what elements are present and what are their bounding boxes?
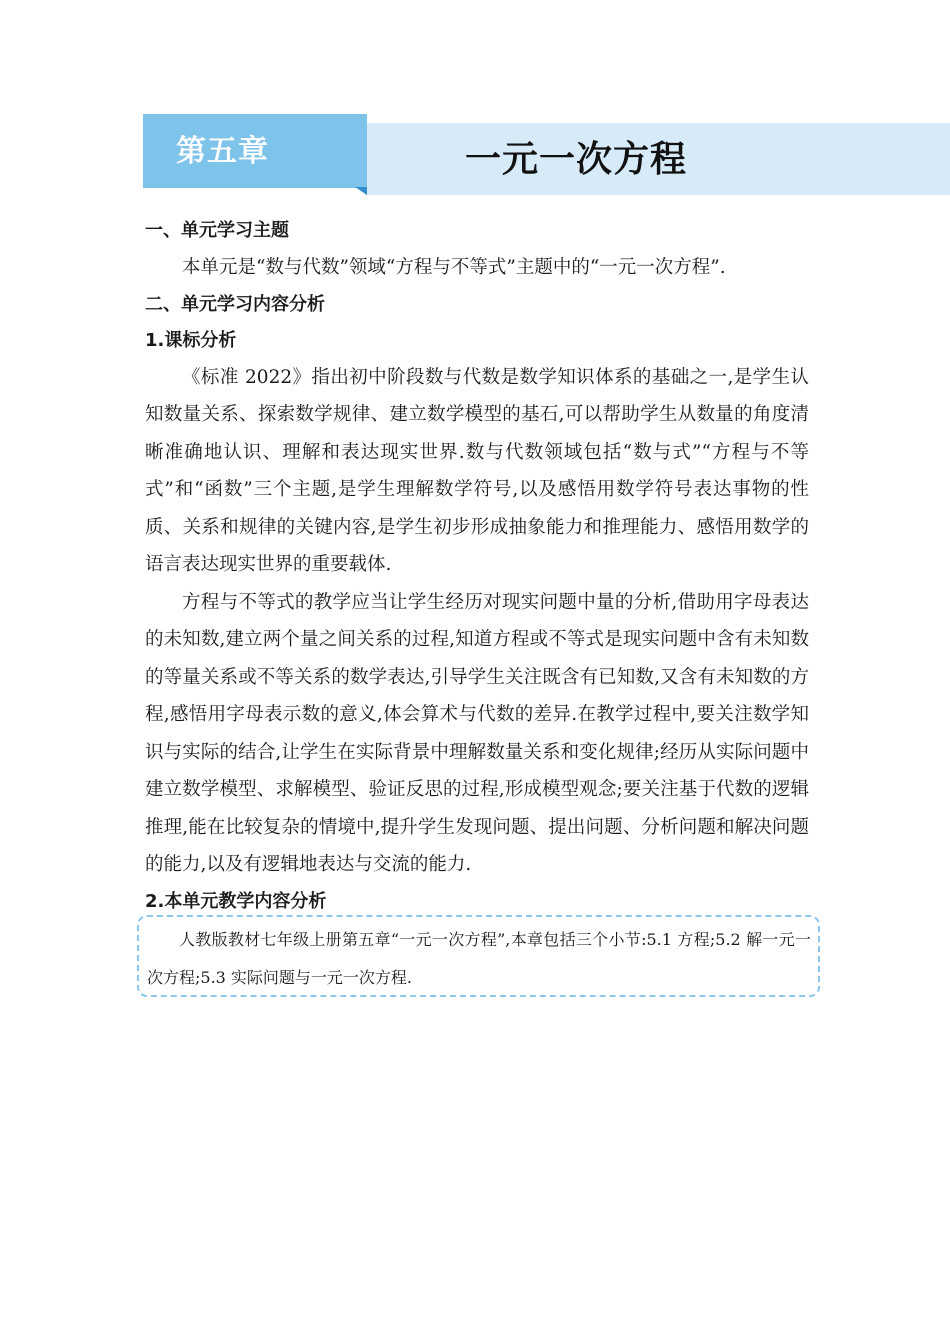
standards-paragraph-1: 《标准 2022》指出初中阶段数与代数是数学知识体系的基础之一,是学生认知数量关系、探索数学规律、建立数学模型的基石,可以帮助学生从数量的角度清晰准确地认识、理解和表达现实世界.数与代数领域包括“数与式”“方程与不等式”和“函数”三个主题,是学生理解数学符号,以及感悟用数学符号表达事物的性质、关系和规律的关键内容,是学生初步形成抽象能力和推理能力、感悟用数学的语言表达现实世界的重要载体. xyxy=(145,366,809,575)
section-theme-paragraph: 本单元是“数与代数”领域“方程与不等式”主题中的“一元一次方程”. xyxy=(182,257,726,278)
document-body xyxy=(145,213,809,920)
subsection-heading-standards: 1.课标分析 xyxy=(145,329,237,351)
unit-content-callout xyxy=(137,915,820,997)
chapter-tab-fold xyxy=(355,187,367,195)
section-heading-analysis: 二、单元学习内容分析 xyxy=(145,293,325,315)
standards-paragraph-2: 方程与不等式的教学应当让学生经历对现实问题中量的分析,借助用字母表达的未知数,建立两个量之间关系的过程,知道方程或不等式是现实问题中含有未知数的等量关系或不等关系的数学表达,引导学生关注既含有已知数,又含有未知数的方程,感悟用字母表示数的意义,体会算术与代数的差异.在教学过程中,要关注数学知识与实际的结合,让学生在实际背景中理解数量关系和变化规律;经历从实际问题中建立数学模型、求解模型、验证反思的过程,形成模型观念;要关注基于代数的逻辑推理,能在比较复杂的情境中,提升学生发现问题、提出问题、分析问题和解决问题的能力,以及有逻辑地表达与交流的能力. xyxy=(145,591,809,875)
unit-content-paragraph: 人教版教材七年级上册第五章“一元一次方程”,本章包括三个小节:5.1 方程;5.2 解一元一次方程;5.3 实际问题与一元一次方程. xyxy=(147,930,811,987)
chapter-label: 第五章 xyxy=(176,134,269,169)
chapter-title: 一元一次方程 xyxy=(465,139,688,180)
subsection-heading-unit-content: 2.本单元教学内容分析 xyxy=(145,890,327,912)
section-heading-theme: 一、单元学习主题 xyxy=(145,220,289,241)
